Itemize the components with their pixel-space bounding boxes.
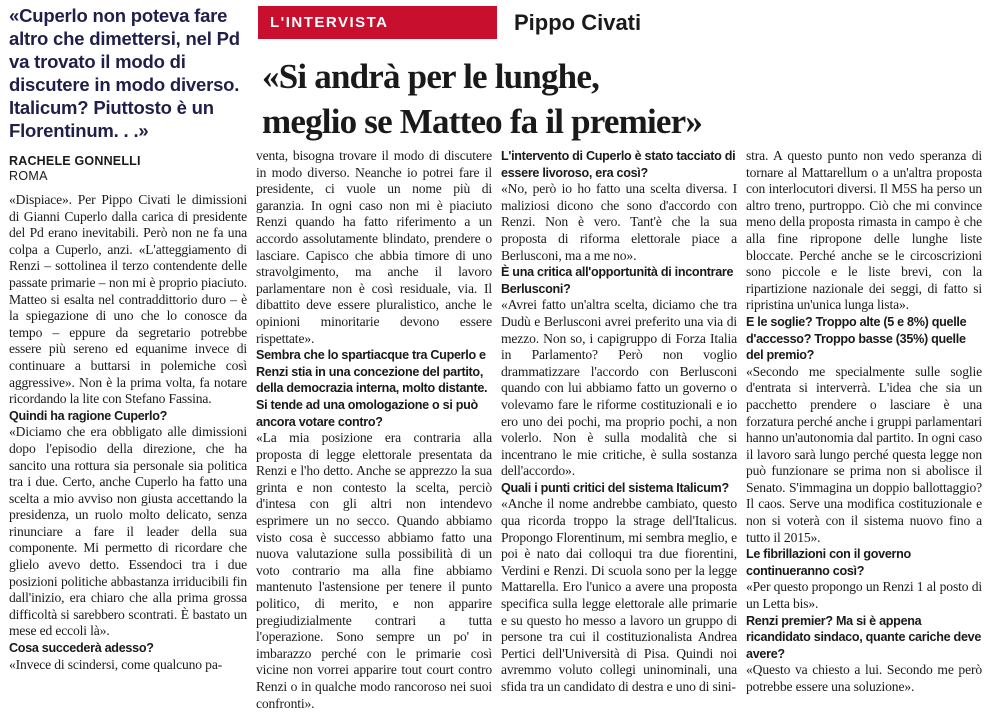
body-paragraph: «Dispiace». Per Pippo Civati le dimissioni di Gianni Cuperlo dalla carica di presidente del Pd erano inevitabili. Però non ne fa una colpa a Cuperlo, anzi. «L'atteggiamento di Renzi – sottolinea il terzo contendente delle passate primarie – non mi è proprio piaciuto. Matteo si esalta nel contraddittorio duro – è la spiegazione di uno che lo conosce da tempo – eppure da segretario potrebbe essere più sereno ed equanime invece di continuare a buttarsi in polemiche così aggressive». Non è la prima volta, fa notare ricordando la lite con Stefano Fassina. bbox=[9, 192, 247, 407]
body-paragraph: «Questo va chiesto a lui. Secondo me però potrebbe essere una soluzione». bbox=[746, 662, 982, 694]
article-column-3 bbox=[501, 148, 737, 696]
interview-question: E le soglie? Troppo alte (5 e 8%) quelle d'accesso? Troppo basse (35%) quelle del premio? bbox=[746, 314, 967, 363]
headline bbox=[262, 54, 982, 144]
article-column-4 bbox=[746, 148, 982, 696]
body-paragraph: «Avrei fatto un'altra scelta, diciamo che tra Dudù e Berlusconi avrei preferito una via di mezzo. Non so, i capigruppo di Forza Italia in Parlamento? Però non voglio drammatizzare l'accordo con Berlusconi quando con lui abbiamo fatto un governo o volevamo fare le riforme costituzionali e io ero uno dei pochi, ma proprio pochi, a non volerlo. Non è sulla modalità che si incentrano le mie critiche, è sulla sostanza dell'accordo». bbox=[501, 297, 737, 479]
interview-question: Quindi ha ragione Cuperlo? bbox=[9, 408, 168, 423]
body-paragraph: «Diciamo che era obbligato alle dimissioni dopo l'episodio della direzione, che ha sancito una rottura sia personale sia politica tra i due. Certo, anche Cuperlo ha fatto una scelta a mio avviso non giusta accettando la presidenza, un ruolo molto delicato, senza rinunciare a fare il leader della sua componente. Mi permetto di ricordare che glielo avevo detto. Essendoci tra i due posizioni politiche abbastanza irriducibili fin dall'inizio, era chiaro che alla prima grossa difficoltà si sarebbero scontrati. È bastato un mese ed eccoli là». bbox=[9, 424, 247, 639]
headline-line-2: meglio se Matteo fa il premier» bbox=[262, 102, 703, 141]
interview-question: Renzi premier? Ma si è appena ricandidato sindaco, quante cariche deve avere? bbox=[746, 613, 982, 661]
body-paragraph: stra. A questo punto non vedo speranza di tornare al Mattarellum o a un'altra proposta con interlocutori diversi. Il M5S ha perso un altro treno, purtroppo. Ciò che mi convince meno della proposta rimasta in campo è che alla fine ripropone delle lunghe liste bloccate. Perché anche se le circoscrizioni sono piccole e le liste brevi, con la ripartizione nazionale dei seggi, di fatto si ripristina un'unica lunga lista». bbox=[746, 148, 982, 313]
body-paragraph: «Secondo me specialmente sulle soglie d'entrata si interverrà. L'idea che sia un pacchetto prendere o lasciare è una forzatura perché anche i gruppi parlamentari hanno un'autonomia dal partito. In ogni caso il lavoro sarà lungo perché questa legge non può funzionare se prima non si abolisce il Senato. S'immagina un doppio ballottaggio? Il caos. Serve una modifica costituzionale e non si voterà con il sistema nuovo fino a tutto il 2015». bbox=[746, 363, 982, 545]
interview-question: L'intervento di Cuperlo è stato tacciato di essere livoroso, era così? bbox=[501, 149, 736, 180]
body-paragraph: «Per questo propongo un Renzi 1 al posto di un Letta bis». bbox=[746, 579, 982, 612]
byline-place: ROMA bbox=[9, 169, 48, 183]
body-paragraph: «Invece di scindersi, come qualcuno pa- bbox=[9, 656, 223, 672]
byline-author: RACHELE GONNELLI bbox=[9, 154, 141, 168]
interview-question: Sembra che lo spartiacque tra Cuperlo e Renzi stia in una concezione del partito, della democrazia interna, molto distante. Si tende ad una omologazione o si può ancora votare contro? bbox=[256, 348, 488, 429]
pull-quote: «Cuperlo non poteva fare altro che dimettersi, nel Pd va trovato il modo di discutere in modo diverso. Italicum? Piuttosto è un Florentinum. . .» bbox=[9, 5, 240, 141]
interview-question: Cosa succederà adesso? bbox=[9, 641, 154, 656]
interview-question: È una critica all'opportunità di incontrare Berlusconi? bbox=[501, 265, 734, 296]
byline bbox=[9, 154, 244, 184]
body-paragraph: venta, bisogna trovare il modo di discutere in modo diverso. Neanche io potrei fare il presidente, ci vuole un nome più di garanzia. In ogni caso non mi è piaciuto Renzi quando ha fatto riferimento a un accordo assolutamente blindato, prendere o lasciare. Capisco che abbia timore di uno stravolgimento, ma anche il lavoro parlamentare non è così residuale, via. Il dibattito deve essere pluralistico, anche le opinioni minoritarie devono essere rispettate». bbox=[256, 148, 492, 346]
headline-line-1: «Si andrà per le lunghe, bbox=[262, 57, 600, 96]
interview-question: Le fibrillazioni con il governo continueranno così? bbox=[746, 547, 911, 578]
body-paragraph: «Anche il nome andrebbe cambiato, questo qua ricorda troppo la strage dell'Italicus. Propongo Florentinum, mi sembra meglio, e poi è nato dai colloqui tra due fiorentini, Verdini e Renzi. Di scuola sono per la legge Mattarella. Ero l'unico a avere una proposta specifica sulla legge elettorale alle primarie e su questo ho messo a lavoro un gruppo di persone tra cui il costituzionalista Andrea Pertici dell'Università di Pisa. Quindi noi avremmo voluto collegi uninominali, una sfida tra un candidato di destra e uno di sini- bbox=[501, 496, 737, 694]
body-paragraph: «No, però io ho fatto una scelta diversa. I maliziosi dicono che sono d'accordo con Renzi. Non è vero. Tant'è che la sua proposta di riforma elettorale piace a Berlusconi, ma a me no». bbox=[501, 181, 737, 263]
article-column-1 bbox=[9, 192, 247, 696]
interview-question: Quali i punti critici del sistema Italicum? bbox=[501, 480, 729, 495]
body-paragraph: «La mia posizione era contraria alla proposta di legge elettorale presentata da Renzi e l'ho detto. Anche se apprezzo la sua grinta e non contesto la scelta, perciò d'intesa con gli altri non intendevo esprimere un no secco. Quando abbiamo visto cosa è successo abbiamo fatto una nuova valutazione sulla possibilità di un voto contrario ma alla fine abbiamo mantenuto l'astensione per tenere il punto politico, di merito, e non apparire pregiudizialmente contrari a tutta l'operazione. Sono sempre un po' in imbarazzo perché con le primarie così vicine non vorrei apparire tout court contro Renzi o in qualche modo rancoroso nei suoi confronti». bbox=[256, 430, 492, 711]
article-column-2 bbox=[256, 148, 492, 711]
section-kicker: L'INTERVISTA bbox=[258, 6, 497, 39]
interviewee-name: Pippo Civati bbox=[514, 10, 642, 35]
